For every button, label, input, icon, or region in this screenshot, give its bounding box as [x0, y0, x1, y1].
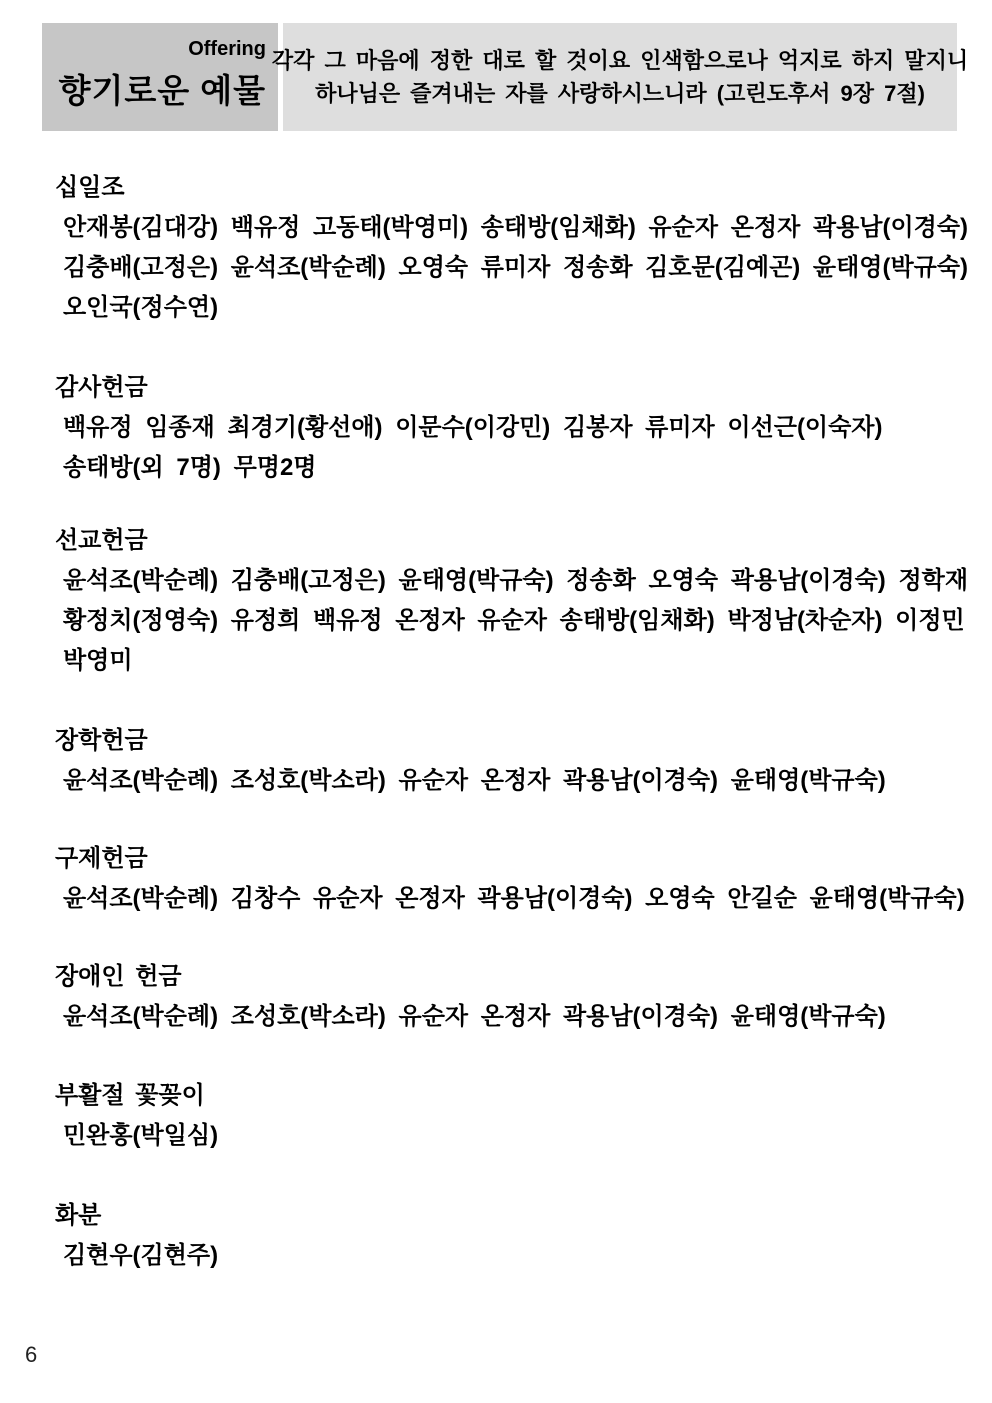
section-title: 부활절 꽃꽂이 — [55, 1082, 205, 1109]
offering-names-line: 윤석조(박순례) 조성호(박소라) 유순자 온정자 곽용남(이경숙) 윤태영(박규숙) — [63, 1003, 886, 1030]
offering-names-line: 송태방(외 7명) 무명2명 — [63, 454, 317, 481]
offering-names-line: 김충배(고정은) 윤석조(박순례) 오영숙 류미자 정송화 김호문(김예곤) 윤태영(박규숙) — [63, 254, 969, 281]
verse-line-2: 하나님은 즐겨내는 자를 사랑하시느니라 (고린도후서 9장 7절) — [315, 81, 925, 106]
offering-names-line: 민완홍(박일심) — [63, 1122, 219, 1149]
offering-names-line: 윤석조(박순례) 김충배(고정은) 윤태영(박규숙) 정송화 오영숙 곽용남(이경숙) 정학재 — [63, 567, 969, 594]
section-flower-pot — [55, 1196, 955, 1276]
offering-names-line: 백유정 임종재 최경기(황선애) 이문수(이강민) 김봉자 류미자 이선근(이숙자) — [63, 414, 883, 441]
section-title: 장애인 헌금 — [55, 963, 182, 990]
section-title: 화분 — [55, 1202, 102, 1229]
verse-box — [271, 23, 969, 131]
offering-names-line: 안재봉(김대강) 백유정 고동태(박영미) 송태방(임채화) 유순자 온정자 곽용남(이경숙) — [63, 214, 969, 241]
section-mission — [55, 521, 969, 681]
offering-names-line: 윤석조(박순례) 조성호(박소라) 유순자 온정자 곽용남(이경숙) 윤태영(박규숙) — [63, 767, 886, 794]
section-tithe — [55, 168, 969, 328]
section-disabled — [55, 957, 955, 1037]
offering-names-line: 황정치(정영숙) 유정희 백유정 온정자 유순자 송태방(임채화) 박정남(차순자) 이정민 — [63, 607, 965, 634]
page-title: 향기로운 예물 — [58, 72, 266, 109]
section-title: 장학헌금 — [55, 727, 148, 754]
page-number: 6 — [25, 1342, 38, 1367]
offering-names-line: 윤석조(박순례) 김창수 유순자 온정자 곽용남(이경숙) 오영숙 안길순 윤태영(박규숙) — [63, 885, 965, 912]
section-title: 선교헌금 — [55, 527, 148, 554]
verse-line-1: 각각 그 마음에 정한 대로 할 것이요 인색함으로나 억지로 하지 말지니 — [271, 48, 969, 73]
section-thanksgiving — [55, 368, 955, 488]
offering-names-line: 김현우(김현주) — [63, 1242, 219, 1269]
offering-title-box — [42, 23, 278, 131]
offering-names-line: 오인국(정수연) — [63, 294, 219, 321]
section-scholarship — [55, 721, 955, 801]
offering-eyebrow: Offering — [188, 38, 266, 60]
section-title: 십일조 — [55, 174, 125, 201]
section-relief — [55, 839, 965, 919]
section-easter-flowers — [55, 1076, 955, 1156]
section-title: 구제헌금 — [55, 845, 148, 872]
section-title: 감사헌금 — [55, 374, 148, 401]
offering-names-line: 박영미 — [63, 647, 133, 674]
